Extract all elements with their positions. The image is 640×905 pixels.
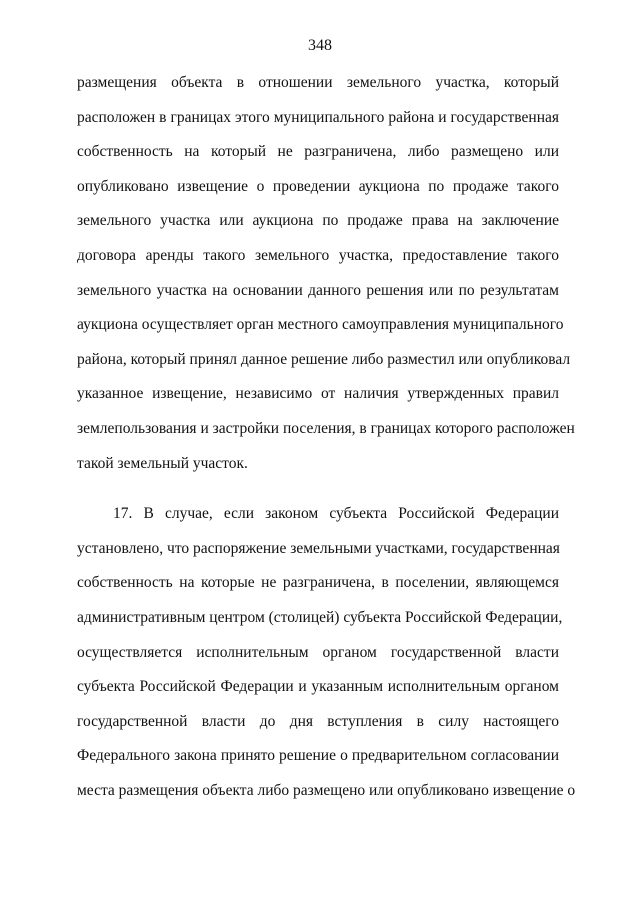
text-line: размещения объекта в отношении земельного участка, который: [77, 74, 559, 91]
text-line: расположен в границах этого муниципального района и государственная: [77, 108, 559, 126]
text-line: субъекта Российской Федерации и указанным исполнительным органом: [77, 678, 559, 696]
text-line: такой земельный участок.: [77, 454, 248, 472]
text-line: осуществляется исполнительным органом государственной власти: [77, 643, 559, 661]
text-line: аукциона осуществляет орган местного самоуправления муниципального: [77, 316, 564, 334]
text-line: земельного участка или аукциона по продаже права на заключение: [77, 212, 559, 230]
text-line: собственность на которые не разграничена, в поселении, являющемся: [77, 574, 559, 592]
text-line: государственной власти до дня вступления в силу настоящего: [77, 712, 559, 730]
text-line: указанное извещение, независимо от наличия утвержденных правил: [77, 385, 559, 403]
text-line: Федерального закона принято решение о предварительном согласовании: [77, 747, 559, 765]
text-line: района, который принял данное решение либо разместил или опубликовал: [77, 350, 571, 368]
body-text: [77, 74, 576, 816]
text-line: административным центром (столицей) субъекта Российской Федерации,: [77, 608, 563, 626]
text-line: собственность на который не разграничена, либо размещено или: [77, 143, 559, 161]
paragraph-gap: [77, 489, 559, 505]
page-number: 348: [308, 37, 332, 54]
text-line: договора аренды такого земельного участка, предоставление такого: [77, 246, 559, 264]
text-line: установлено, что распоряжение земельными участками, государственная: [77, 539, 560, 557]
text-line: опубликовано извещение о проведении аукциона по продаже такого: [77, 177, 559, 195]
text-line: места размещения объекта либо размещено или опубликовано извещение о: [77, 781, 576, 799]
text-line: 17. В случае, если законом субъекта Российской Федерации: [113, 505, 559, 523]
paragraph-1: [77, 74, 575, 489]
text-line: землепользования и застройки поселения, в границах которого расположен: [77, 419, 575, 437]
text-line: земельного участка на основании данного решения или по результатам: [77, 281, 559, 299]
paragraph-2: [77, 505, 576, 816]
